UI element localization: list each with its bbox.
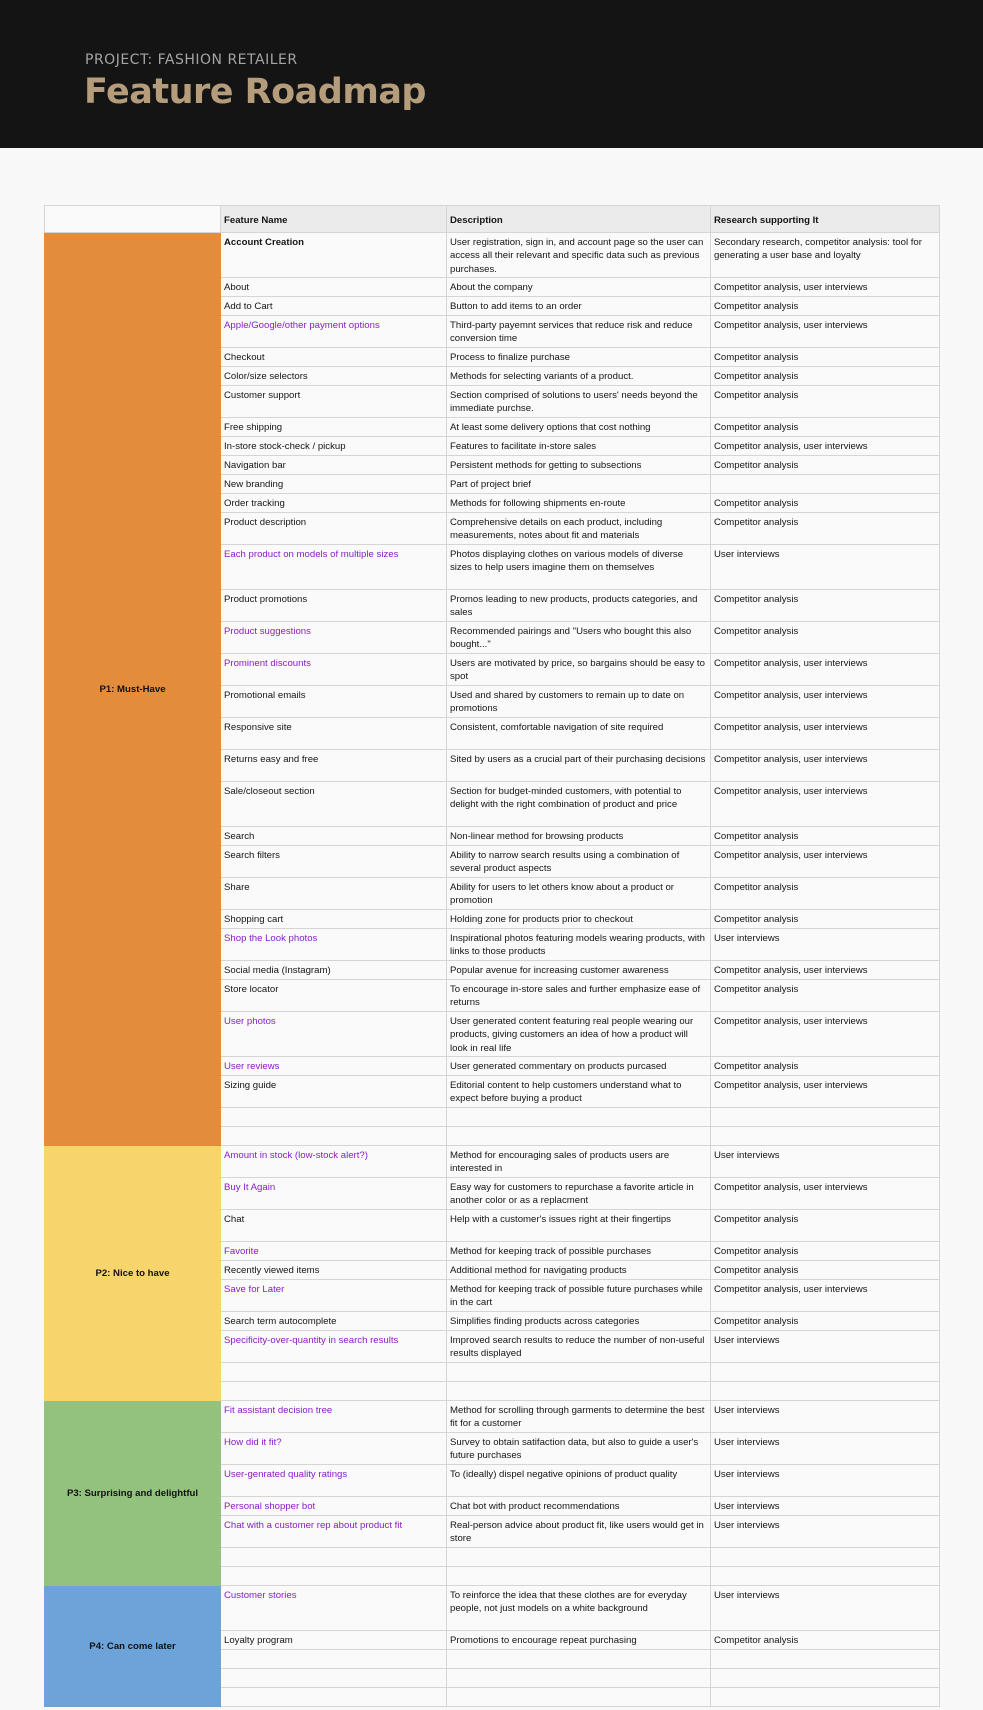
research-cell: Competitor analysis	[711, 348, 940, 367]
description-cell: To encourage in-store sales and further emphasize ease of returns	[447, 980, 711, 1012]
feature-name-cell: Order tracking	[220, 494, 447, 513]
description-cell: User registration, sign in, and account page so the user can access all their relevant and specific data such as previous purchases.	[447, 233, 711, 278]
column-header-research: Research supporting It	[711, 205, 940, 233]
feature-name-cell: How did it fit?	[220, 1433, 447, 1465]
description-cell: To (ideally) dispel negative opinions of product quality	[447, 1465, 711, 1497]
description-cell: Method for scrolling through garments to determine the best fit for a customer	[447, 1401, 711, 1433]
research-cell: Competitor analysis, user interviews	[711, 278, 940, 297]
description-cell: Button to add items to an order	[447, 297, 711, 316]
description-cell: Process to finalize purchase	[447, 348, 711, 367]
research-cell: User interviews	[711, 1516, 940, 1548]
feature-name-cell: Customer stories	[220, 1586, 447, 1631]
description-cell: Section for budget-minded customers, with potential to delight with the right combination of product and price	[447, 782, 711, 827]
feature-name-cell: Shop the Look photos	[220, 929, 447, 961]
research-cell: Competitor analysis	[711, 494, 940, 513]
research-cell: Competitor analysis, user interviews	[711, 316, 940, 348]
research-cell: Competitor analysis	[711, 910, 940, 929]
description-cell: Recommended pairings and "Users who bought this also bought..."	[447, 622, 711, 654]
research-cell: Secondary research, competitor analysis: tool for generating a user base and loyalty	[711, 233, 940, 278]
research-cell: Competitor analysis	[711, 590, 940, 622]
project-label: PROJECT: FASHION RETAILER	[85, 52, 298, 68]
description-cell	[447, 1567, 711, 1586]
research-cell: Competitor analysis	[711, 456, 940, 475]
description-cell: Real-person advice about product fit, like users would get in store	[447, 1516, 711, 1548]
feature-name-cell: Save for Later	[220, 1280, 447, 1312]
feature-name-cell: User-genrated quality ratings	[220, 1465, 447, 1497]
description-cell: Holding zone for products prior to checkout	[447, 910, 711, 929]
feature-name-cell: Shopping cart	[220, 910, 447, 929]
description-cell: Promotions to encourage repeat purchasing	[447, 1631, 711, 1650]
research-cell: User interviews	[711, 1586, 940, 1631]
description-cell: Ability for users to let others know about a product or promotion	[447, 878, 711, 910]
feature-name-cell: Sizing guide	[220, 1076, 447, 1108]
research-cell: Competitor analysis, user interviews	[711, 437, 940, 456]
feature-name-cell: User photos	[220, 1012, 447, 1057]
research-cell	[711, 1548, 940, 1567]
feature-name-cell	[220, 1688, 447, 1707]
description-cell: Persistent methods for getting to subsections	[447, 456, 711, 475]
description-cell	[447, 1669, 711, 1688]
feature-name-cell: Checkout	[220, 348, 447, 367]
feature-name-cell: Add to Cart	[220, 297, 447, 316]
priority-label: P1: Must-Have	[44, 233, 221, 1146]
description-cell: Users are motivated by price, so bargains should be easy to spot	[447, 654, 711, 686]
research-cell	[711, 1650, 940, 1669]
research-cell: Competitor analysis, user interviews	[711, 1178, 940, 1210]
research-cell: Competitor analysis, user interviews	[711, 846, 940, 878]
description-cell: Third-party payemnt services that reduce risk and reduce conversion time	[447, 316, 711, 348]
feature-name-cell: Social media (Instagram)	[220, 961, 447, 980]
research-cell: User interviews	[711, 1331, 940, 1363]
description-cell: Easy way for customers to repurchase a favorite article in another color or as a replacment	[447, 1178, 711, 1210]
description-cell: Popular avenue for increasing customer awareness	[447, 961, 711, 980]
research-cell: Competitor analysis, user interviews	[711, 654, 940, 686]
description-cell: Method for encouraging sales of products users are interested in	[447, 1146, 711, 1178]
research-cell: Competitor analysis, user interviews	[711, 961, 940, 980]
roadmap-table	[44, 205, 940, 1707]
research-cell: User interviews	[711, 1401, 940, 1433]
feature-name-cell: Loyalty program	[220, 1631, 447, 1650]
research-cell: Competitor analysis	[711, 1261, 940, 1280]
description-cell: Section comprised of solutions to users' needs beyond the immediate purchse.	[447, 386, 711, 418]
feature-name-cell: Each product on models of multiple sizes	[220, 545, 447, 590]
research-cell: Competitor analysis, user interviews	[711, 718, 940, 750]
research-cell: Competitor analysis	[711, 1210, 940, 1242]
research-cell: Competitor analysis, user interviews	[711, 686, 940, 718]
feature-name-cell: Product suggestions	[220, 622, 447, 654]
research-cell	[711, 1382, 940, 1401]
research-cell: User interviews	[711, 1146, 940, 1178]
feature-name-cell: Responsive site	[220, 718, 447, 750]
feature-name-cell	[220, 1567, 447, 1586]
research-cell: User interviews	[711, 545, 940, 590]
feature-name-cell: Sale/closeout section	[220, 782, 447, 827]
research-cell: Competitor analysis	[711, 1242, 940, 1261]
column-header-feature-name: Feature Name	[220, 205, 447, 233]
description-cell: Methods for following shipments en-route	[447, 494, 711, 513]
description-cell: Photos displaying clothes on various models of diverse sizes to help users imagine them on themselves	[447, 545, 711, 590]
research-cell: Competitor analysis	[711, 1057, 940, 1076]
feature-name-cell: Chat	[220, 1210, 447, 1242]
feature-name-cell	[220, 1382, 447, 1401]
feature-name-cell: Amount in stock (low-stock alert?)	[220, 1146, 447, 1178]
description-cell: At least some delivery options that cost nothing	[447, 418, 711, 437]
feature-name-cell: Apple/Google/other payment options	[220, 316, 447, 348]
research-cell: Competitor analysis, user interviews	[711, 1012, 940, 1057]
research-cell	[711, 1669, 940, 1688]
description-cell: Consistent, comfortable navigation of site required	[447, 718, 711, 750]
description-cell: Survey to obtain satifaction data, but also to guide a user's future purchases	[447, 1433, 711, 1465]
feature-name-cell: Search filters	[220, 846, 447, 878]
feature-name-cell	[220, 1650, 447, 1669]
description-cell: Method for keeping track of possible purchases	[447, 1242, 711, 1261]
feature-name-cell	[220, 1363, 447, 1382]
feature-name-cell: User reviews	[220, 1057, 447, 1076]
feature-name-cell: Prominent discounts	[220, 654, 447, 686]
description-cell: Comprehensive details on each product, including measurements, notes about fit and materials	[447, 513, 711, 545]
research-cell	[711, 1688, 940, 1707]
research-cell: Competitor analysis, user interviews	[711, 750, 940, 782]
research-cell	[711, 1108, 940, 1127]
description-cell	[447, 1688, 711, 1707]
feature-name-cell: Navigation bar	[220, 456, 447, 475]
column-header-description: Description	[447, 205, 711, 233]
research-cell: User interviews	[711, 1497, 940, 1516]
priority-label: P2: Nice to have	[44, 1146, 221, 1401]
description-cell: Ability to narrow search results using a combination of several product aspects	[447, 846, 711, 878]
research-cell: Competitor analysis	[711, 1312, 940, 1331]
feature-name-cell: Returns easy and free	[220, 750, 447, 782]
feature-name-cell: Chat with a customer rep about product fit	[220, 1516, 447, 1548]
research-cell: Competitor analysis	[711, 367, 940, 386]
feature-name-cell: New branding	[220, 475, 447, 494]
description-cell: Improved search results to reduce the number of non-useful results displayed	[447, 1331, 711, 1363]
research-cell: Competitor analysis	[711, 297, 940, 316]
description-cell	[447, 1108, 711, 1127]
description-cell: Simplifies finding products across categories	[447, 1312, 711, 1331]
feature-name-cell: Fit assistant decision tree	[220, 1401, 447, 1433]
feature-name-cell: Product promotions	[220, 590, 447, 622]
feature-name-cell	[220, 1669, 447, 1688]
research-cell: User interviews	[711, 1465, 940, 1497]
research-cell	[711, 1127, 940, 1146]
header-corner	[44, 205, 221, 233]
research-cell	[711, 475, 940, 494]
description-cell	[447, 1382, 711, 1401]
research-cell: Competitor analysis	[711, 878, 940, 910]
page-title: Feature Roadmap	[84, 72, 426, 112]
feature-name-cell: Personal shopper bot	[220, 1497, 447, 1516]
feature-name-cell: Buy It Again	[220, 1178, 447, 1210]
feature-name-cell: Recently viewed items	[220, 1261, 447, 1280]
feature-name-cell: Favorite	[220, 1242, 447, 1261]
feature-name-cell	[220, 1108, 447, 1127]
description-cell	[447, 1363, 711, 1382]
description-cell	[447, 1650, 711, 1669]
description-cell	[447, 1127, 711, 1146]
description-cell: Part of project brief	[447, 475, 711, 494]
research-cell: Competitor analysis	[711, 418, 940, 437]
feature-name-cell: Share	[220, 878, 447, 910]
description-cell: Sited by users as a crucial part of their purchasing decisions	[447, 750, 711, 782]
feature-name-cell: Search term autocomplete	[220, 1312, 447, 1331]
description-cell: Used and shared by customers to remain up to date on promotions	[447, 686, 711, 718]
research-cell: Competitor analysis	[711, 827, 940, 846]
priority-label: P3: Surprising and delightful	[44, 1401, 221, 1586]
research-cell	[711, 1363, 940, 1382]
research-cell: Competitor analysis, user interviews	[711, 1280, 940, 1312]
feature-name-cell: In-store stock-check / pickup	[220, 437, 447, 456]
feature-name-cell: Color/size selectors	[220, 367, 447, 386]
feature-name-cell: Promotional emails	[220, 686, 447, 718]
feature-name-cell	[220, 1548, 447, 1567]
research-cell: Competitor analysis, user interviews	[711, 1076, 940, 1108]
description-cell: Help with a customer's issues right at their fingertips	[447, 1210, 711, 1242]
description-cell: Chat bot with product recommendations	[447, 1497, 711, 1516]
description-cell: Methods for selecting variants of a product.	[447, 367, 711, 386]
feature-name-cell: Customer support	[220, 386, 447, 418]
research-cell: Competitor analysis	[711, 386, 940, 418]
description-cell: User generated content featuring real people wearing our products, giving customers an idea of how a product will look in real life	[447, 1012, 711, 1057]
feature-name-cell: Store locator	[220, 980, 447, 1012]
description-cell: Non-linear method for browsing products	[447, 827, 711, 846]
feature-name-cell: Search	[220, 827, 447, 846]
description-cell: User generated commentary on products purcased	[447, 1057, 711, 1076]
feature-name-cell: About	[220, 278, 447, 297]
description-cell	[447, 1548, 711, 1567]
description-cell: Features to facilitate in-store sales	[447, 437, 711, 456]
research-cell: User interviews	[711, 1433, 940, 1465]
research-cell: Competitor analysis	[711, 1631, 940, 1650]
research-cell	[711, 1567, 940, 1586]
feature-name-cell: Specificity-over-quantity in search results	[220, 1331, 447, 1363]
description-cell: About the company	[447, 278, 711, 297]
research-cell: User interviews	[711, 929, 940, 961]
description-cell: Inspirational photos featuring models wearing products, with links to those products	[447, 929, 711, 961]
description-cell: To reinforce the idea that these clothes are for everyday people, not just models on a white background	[447, 1586, 711, 1631]
research-cell: Competitor analysis, user interviews	[711, 782, 940, 827]
description-cell: Promos leading to new products, products categories, and sales	[447, 590, 711, 622]
description-cell: Method for keeping track of possible future purchases while in the cart	[447, 1280, 711, 1312]
page-header	[0, 0, 983, 148]
feature-name-cell	[220, 1127, 447, 1146]
feature-name-cell: Account Creation	[220, 233, 447, 278]
description-cell: Additional method for navigating products	[447, 1261, 711, 1280]
research-cell: Competitor analysis	[711, 980, 940, 1012]
research-cell: Competitor analysis	[711, 622, 940, 654]
feature-name-cell: Product description	[220, 513, 447, 545]
research-cell: Competitor analysis	[711, 513, 940, 545]
description-cell: Editorial content to help customers understand what to expect before buying a product	[447, 1076, 711, 1108]
feature-name-cell: Free shipping	[220, 418, 447, 437]
priority-label: P4: Can come later	[44, 1586, 221, 1707]
